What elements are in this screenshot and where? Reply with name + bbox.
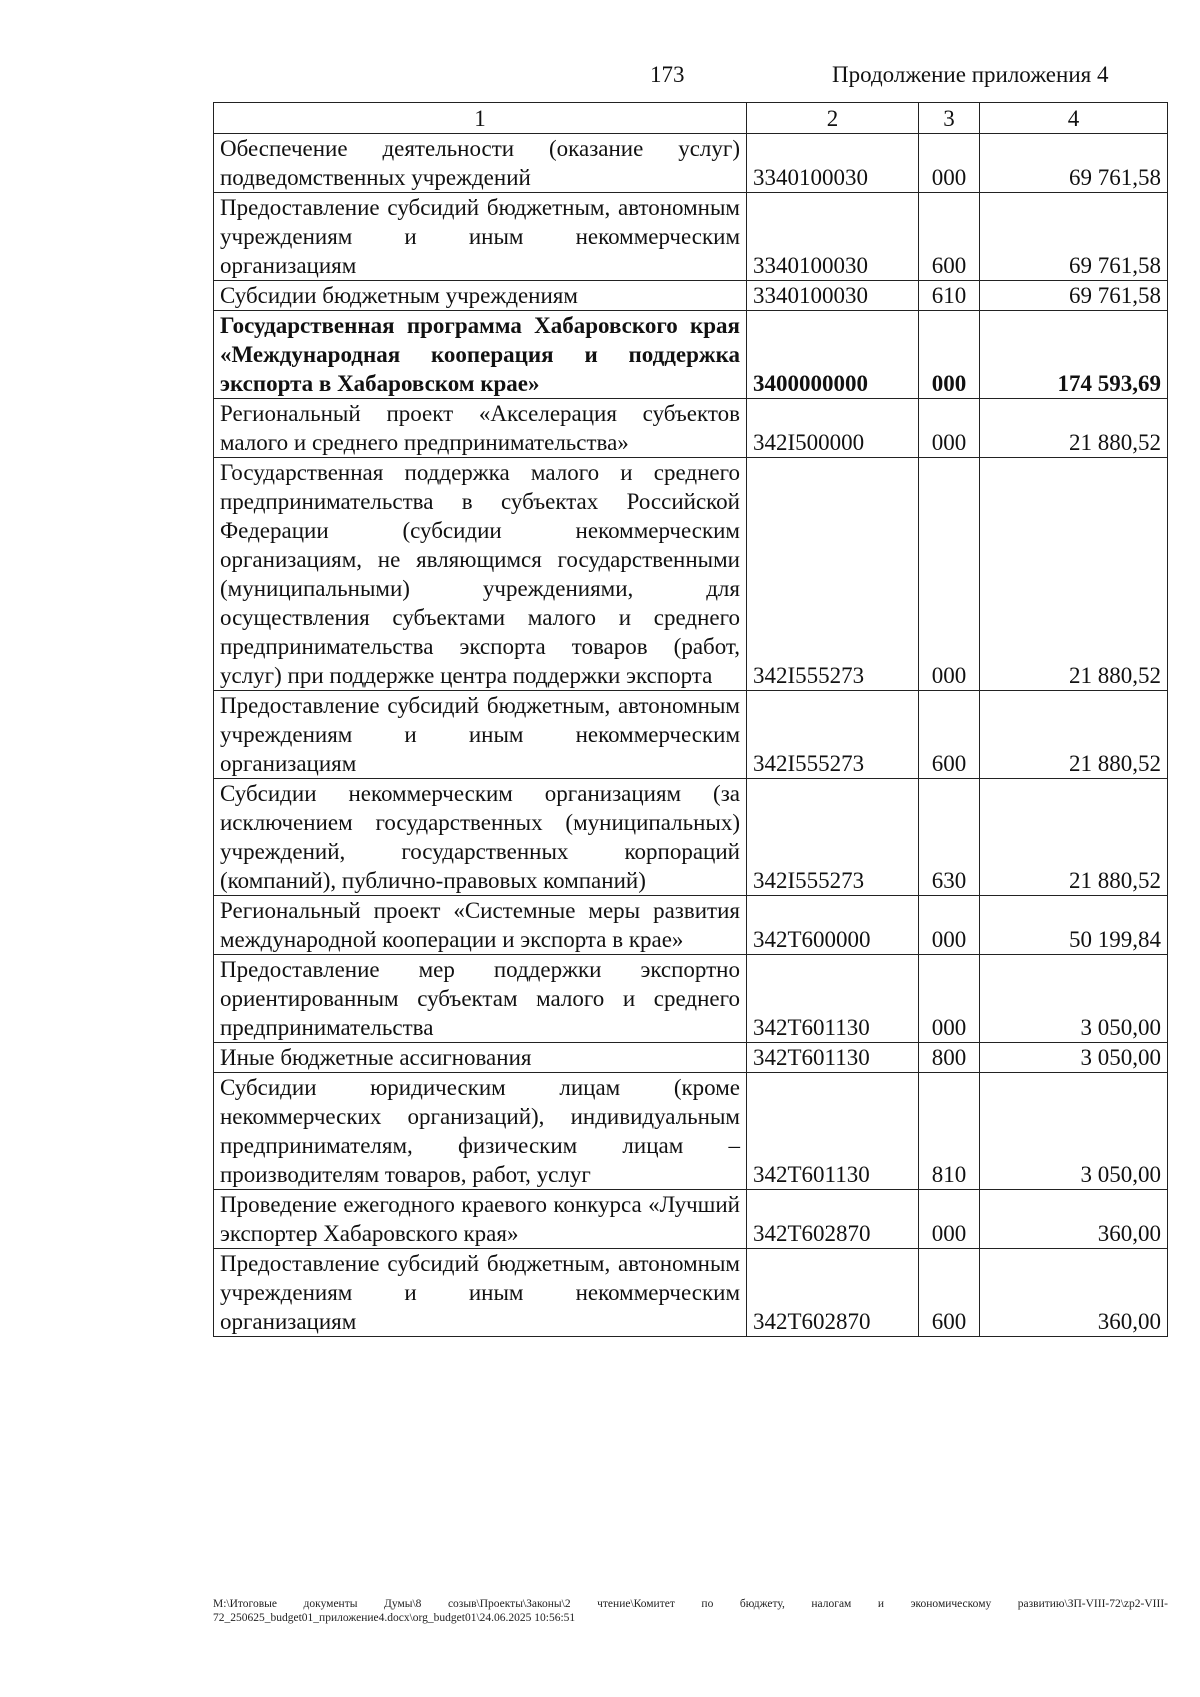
cell-sum: 360,00	[980, 1190, 1168, 1249]
cell-code: 3400000000	[747, 311, 919, 399]
table-row	[214, 779, 1168, 896]
cell-code: 342T601130	[747, 955, 919, 1043]
document-path-footer: M:\Итоговые документы Думы\8 созыв\Проекты\Законы\2 чтение\Комитет по бюджету, налогам и экономическому развитию\ЗП-VIII-72\zp2-VIII-72_250625_budget01_приложение4.docx\org_budget01\24.06.2025 10:56:51	[213, 1598, 1168, 1624]
table-row	[214, 399, 1168, 458]
table-body	[214, 134, 1168, 1337]
cell-sum: 21 880,52	[980, 458, 1168, 691]
cell-code: 342I500000	[747, 399, 919, 458]
cell-code: 3340100030	[747, 281, 919, 311]
cell-sum: 3 050,00	[980, 1043, 1168, 1073]
cell-sum: 360,00	[980, 1249, 1168, 1337]
cell-sum: 69 761,58	[980, 134, 1168, 193]
column-header-2: 2	[747, 103, 919, 134]
table-row	[214, 691, 1168, 779]
cell-code: 342T601130	[747, 1073, 919, 1190]
table-row	[214, 1249, 1168, 1337]
cell-name: Предоставление субсидий бюджетным, автономным учреждениям и иным некоммерческим организациям	[214, 691, 747, 779]
cell-name: Проведение ежегодного краевого конкурса «Лучший экспортер Хабаровского края»	[214, 1190, 747, 1249]
table-row	[214, 134, 1168, 193]
cell-code: 342I555273	[747, 691, 919, 779]
cell-code: 342I555273	[747, 458, 919, 691]
cell-name: Субсидии некоммерческим организациям (за исключением государственных (муниципальных) учреждений, государственных корпораций (компаний), публично-правовых компаний)	[214, 779, 747, 896]
continuation-caption: Продолжение приложения 4	[832, 62, 1109, 87]
table-row	[214, 281, 1168, 311]
cell-sum: 21 880,52	[980, 779, 1168, 896]
cell-kind: 000	[919, 896, 980, 955]
cell-kind: 000	[919, 955, 980, 1043]
cell-name: Государственная поддержка малого и среднего предпринимательства в субъектах Российской Федерации (субсидии некоммерческим организациям, не являющимся государственными (муниципальными) учреждениями, для осуществления субъектами малого и среднего предпринимательства экспорта товаров (работ, услуг) при поддержке центра поддержки экспорта	[214, 458, 747, 691]
cell-sum: 174 593,69	[980, 311, 1168, 399]
cell-sum: 21 880,52	[980, 691, 1168, 779]
cell-name: Региональный проект «Акселерация субъектов малого и среднего предпринимательства»	[214, 399, 747, 458]
cell-code: 342T600000	[747, 896, 919, 955]
cell-kind: 600	[919, 193, 980, 281]
cell-kind: 600	[919, 1249, 980, 1337]
cell-name: Предоставление мер поддержки экспортно ориентированным субъектам малого и среднего предпринимательства	[214, 955, 747, 1043]
cell-kind: 600	[919, 691, 980, 779]
cell-kind: 800	[919, 1043, 980, 1073]
table-row	[214, 1190, 1168, 1249]
cell-sum: 69 761,58	[980, 193, 1168, 281]
cell-kind: 630	[919, 779, 980, 896]
table-row	[214, 193, 1168, 281]
cell-name: Обеспечение деятельности (оказание услуг) подведомственных учреждений	[214, 134, 747, 193]
cell-code: 342I555273	[747, 779, 919, 896]
cell-kind: 000	[919, 1190, 980, 1249]
page-number: 173	[650, 62, 685, 87]
table-header-row	[214, 103, 1168, 134]
cell-sum: 3 050,00	[980, 1073, 1168, 1190]
column-header-4: 4	[980, 103, 1168, 134]
column-header-1: 1	[214, 103, 747, 134]
column-header-3: 3	[919, 103, 980, 134]
cell-name: Региональный проект «Системные меры развития международной кооперации и экспорта в крае»	[214, 896, 747, 955]
table-row	[214, 1073, 1168, 1190]
cell-name: Государственная программа Хабаровского края «Международная кооперация и поддержка экспорта в Хабаровском крае»	[214, 311, 747, 399]
cell-kind: 000	[919, 311, 980, 399]
cell-name: Субсидии бюджетным учреждениям	[214, 281, 747, 311]
cell-code: 342T602870	[747, 1190, 919, 1249]
table-row	[214, 311, 1168, 399]
cell-code: 342T602870	[747, 1249, 919, 1337]
budget-table	[213, 102, 1168, 1337]
cell-name: Иные бюджетные ассигнования	[214, 1043, 747, 1073]
cell-name: Предоставление субсидий бюджетным, автономным учреждениям и иным некоммерческим организациям	[214, 193, 747, 281]
cell-kind: 000	[919, 399, 980, 458]
table-row	[214, 458, 1168, 691]
cell-name: Предоставление субсидий бюджетным, автономным учреждениям и иным некоммерческим организациям	[214, 1249, 747, 1337]
cell-code: 3340100030	[747, 134, 919, 193]
cell-kind: 810	[919, 1073, 980, 1190]
cell-sum: 21 880,52	[980, 399, 1168, 458]
cell-kind: 000	[919, 458, 980, 691]
cell-sum: 69 761,58	[980, 281, 1168, 311]
table-row	[214, 1043, 1168, 1073]
cell-sum: 3 050,00	[980, 955, 1168, 1043]
cell-sum: 50 199,84	[980, 896, 1168, 955]
table-row	[214, 896, 1168, 955]
cell-kind: 000	[919, 134, 980, 193]
cell-code: 3340100030	[747, 193, 919, 281]
table-row	[214, 955, 1168, 1043]
cell-code: 342T601130	[747, 1043, 919, 1073]
cell-name: Субсидии юридическим лицам (кроме некоммерческих организаций), индивидуальным предпринимателям, физическим лицам – производителям товаров, работ, услуг	[214, 1073, 747, 1190]
cell-kind: 610	[919, 281, 980, 311]
